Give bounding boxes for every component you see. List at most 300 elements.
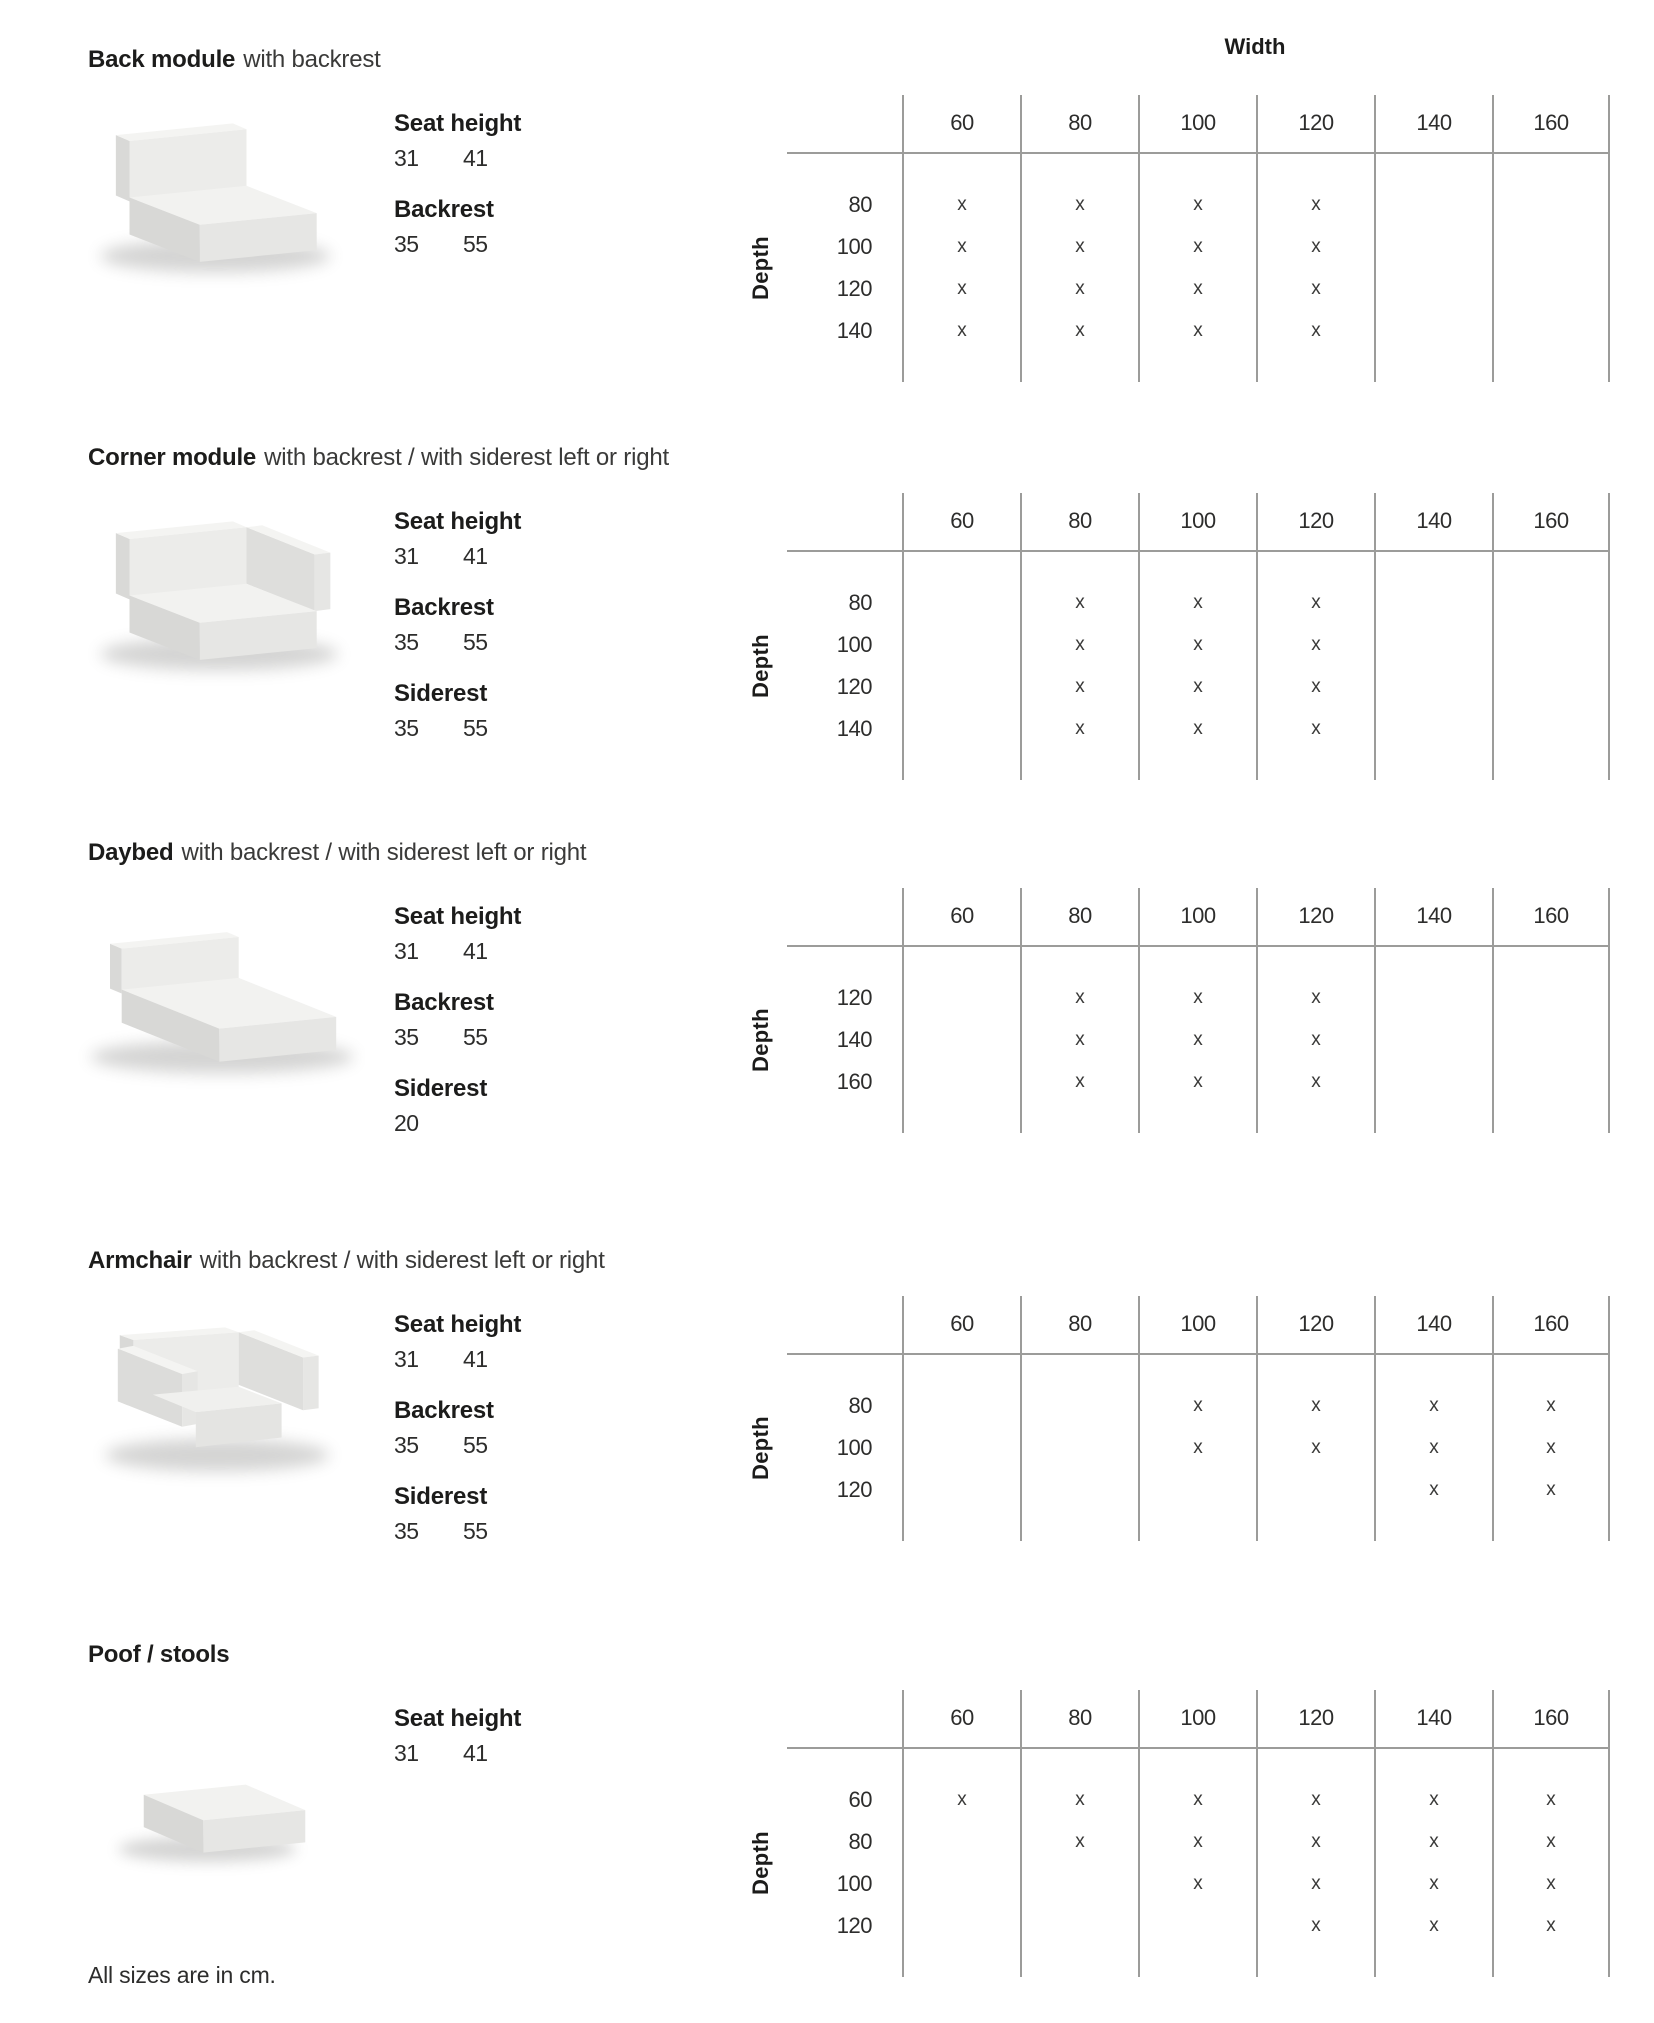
size-grid xyxy=(672,95,1610,382)
depth-value-cell: 120 xyxy=(836,674,872,699)
availability-cell: x xyxy=(1138,310,1256,352)
grid-extension xyxy=(672,1511,902,1541)
availability-cell: x xyxy=(1374,1427,1492,1469)
width-header-cell: 80 xyxy=(1020,1690,1138,1748)
spec-values xyxy=(394,1518,674,1545)
grid-spacer xyxy=(1138,1354,1256,1385)
width-header-cell: 140 xyxy=(1374,95,1492,153)
width-header-cell: 160 xyxy=(1492,1296,1610,1354)
poof-illustration xyxy=(50,1720,365,1890)
spec-value: 41 xyxy=(463,1346,488,1372)
spec-values xyxy=(394,145,674,172)
grid-extension xyxy=(1256,750,1374,780)
armchair-illustration xyxy=(50,1301,365,1496)
armchair-image xyxy=(50,1301,365,1496)
width-header-cell: 100 xyxy=(1138,888,1256,946)
width-header-cell: 160 xyxy=(1492,95,1610,153)
header-corner-cell xyxy=(672,95,902,153)
availability-cell xyxy=(1020,1385,1138,1427)
width-header-cell: 120 xyxy=(1256,95,1374,153)
spec-value: 55 xyxy=(463,715,488,741)
grid-extension xyxy=(1374,1947,1492,1977)
availability-cell: x xyxy=(1020,1821,1138,1863)
grid-spacer xyxy=(672,153,902,184)
corner-module-illustration xyxy=(50,498,365,693)
depth-value-cell: 160 xyxy=(836,1069,872,1094)
width-header-cell: 160 xyxy=(1492,888,1610,946)
grid-spacer xyxy=(1256,946,1374,977)
width-header-cell: 80 xyxy=(1020,95,1138,153)
grid-extension xyxy=(1020,1511,1138,1541)
width-header-cell: 140 xyxy=(1374,1690,1492,1748)
grid-spacer xyxy=(672,1748,902,1779)
availability-cell: x xyxy=(1492,1863,1610,1905)
section-title-suffix: with backrest xyxy=(243,46,381,73)
availability-cell xyxy=(1256,1469,1374,1511)
backrest-side-face xyxy=(116,533,130,599)
grid-extension xyxy=(902,1511,1020,1541)
availability-cell: x xyxy=(1138,268,1256,310)
availability-cell: x xyxy=(902,184,1020,226)
size-grid xyxy=(672,493,1610,780)
grid-extension xyxy=(1138,750,1256,780)
availability-cell: x xyxy=(1492,1427,1610,1469)
availability-cell: x xyxy=(1256,666,1374,708)
grid-spacer xyxy=(1256,1354,1374,1385)
spec-values xyxy=(394,1740,674,1767)
section-title-suffix: with backrest / with siderest left or right xyxy=(181,839,587,866)
size-matrix-poof-stools xyxy=(672,1690,1610,1977)
availability-cell xyxy=(902,708,1020,750)
availability-cell: x xyxy=(1492,1469,1610,1511)
availability-cell xyxy=(1492,582,1610,624)
availability-cell: x xyxy=(902,226,1020,268)
availability-cell: x xyxy=(1256,1061,1374,1103)
size-grid xyxy=(672,1690,1610,1977)
availability-cell xyxy=(902,624,1020,666)
depth-value-cell: 120 xyxy=(836,1477,872,1502)
availability-cell: x xyxy=(1138,1019,1256,1061)
spec-values xyxy=(394,543,674,570)
grid-extension xyxy=(1138,1103,1256,1133)
availability-cell xyxy=(1374,1019,1492,1061)
size-grid xyxy=(672,1296,1610,1541)
spec-values xyxy=(394,715,674,742)
availability-cell xyxy=(1138,1905,1256,1947)
availability-cell xyxy=(1374,226,1492,268)
availability-cell: x xyxy=(1256,1821,1374,1863)
grid-extension xyxy=(1256,1103,1374,1133)
grid-extension xyxy=(1256,352,1374,382)
availability-cell: x xyxy=(1138,1863,1256,1905)
availability-cell: x xyxy=(1256,624,1374,666)
section-title-daybed xyxy=(88,838,586,867)
spec-value: 35 xyxy=(394,231,419,257)
header-underline xyxy=(787,945,1610,947)
availability-cell xyxy=(902,1821,1020,1863)
depth-axis-label: Depth xyxy=(748,1831,773,1895)
availability-cell: x xyxy=(1138,666,1256,708)
availability-cell: x xyxy=(1492,1779,1610,1821)
availability-cell: x xyxy=(1256,226,1374,268)
depth-value-cell: 140 xyxy=(836,1027,872,1052)
size-grid xyxy=(672,888,1610,1133)
size-matrix-back-module xyxy=(672,95,1610,382)
width-header-cell: 160 xyxy=(1492,1690,1610,1748)
daybed-image xyxy=(50,896,365,1091)
grid-extension xyxy=(902,750,1020,780)
spec-label: Seat height xyxy=(394,903,522,930)
width-header-cell: 100 xyxy=(1138,493,1256,551)
spec-values xyxy=(394,1346,674,1373)
header-underline xyxy=(787,1747,1610,1749)
availability-cell: x xyxy=(1256,1385,1374,1427)
poof-stools-image xyxy=(50,1720,365,1890)
availability-cell: x xyxy=(1256,310,1374,352)
spec-value: 55 xyxy=(463,1432,488,1458)
availability-cell: x xyxy=(1492,1821,1610,1863)
spec-value: 55 xyxy=(463,231,488,257)
grid-spacer xyxy=(1492,946,1610,977)
availability-cell: x xyxy=(1138,1821,1256,1863)
spec-value: 55 xyxy=(463,1024,488,1050)
grid-extension xyxy=(1138,352,1256,382)
grid-spacer xyxy=(1374,153,1492,184)
grid-spacer xyxy=(902,551,1020,582)
spec-values xyxy=(394,231,674,258)
footer-note: All sizes are in cm. xyxy=(88,1962,276,1988)
grid-spacer xyxy=(1492,1354,1610,1385)
spec-value: 55 xyxy=(463,629,488,655)
availability-cell: x xyxy=(1020,582,1138,624)
grid-extension xyxy=(1020,352,1138,382)
availability-cell: x xyxy=(1020,977,1138,1019)
grid-extension xyxy=(1492,750,1610,780)
width-header-cell: 160 xyxy=(1492,493,1610,551)
availability-cell: x xyxy=(1020,184,1138,226)
grid-spacer xyxy=(1138,946,1256,977)
grid-spacer xyxy=(672,946,902,977)
spec-label: Seat height xyxy=(394,1311,522,1338)
depth-value-cell: 100 xyxy=(836,1435,872,1460)
spec-label: Seat height xyxy=(394,1705,522,1732)
availability-cell xyxy=(902,1427,1020,1469)
grid-spacer xyxy=(902,153,1020,184)
grid-extension xyxy=(1374,352,1492,382)
grid-spacer xyxy=(1020,551,1138,582)
spec-values xyxy=(394,938,674,965)
availability-cell xyxy=(1020,1905,1138,1947)
width-header-cell: 140 xyxy=(1374,888,1492,946)
availability-cell xyxy=(902,1905,1020,1947)
availability-cell xyxy=(1492,268,1610,310)
spec-values xyxy=(394,1110,674,1137)
availability-cell: x xyxy=(1256,708,1374,750)
grid-extension xyxy=(672,1103,902,1133)
availability-cell xyxy=(1492,226,1610,268)
grid-spacer xyxy=(1492,153,1610,184)
availability-cell xyxy=(1374,977,1492,1019)
section-title-bold: Daybed xyxy=(88,839,174,866)
width-header-cell: 60 xyxy=(902,1296,1020,1354)
grid-spacer xyxy=(902,1748,1020,1779)
width-header-cell: 80 xyxy=(1020,493,1138,551)
width-header-cell: 100 xyxy=(1138,1296,1256,1354)
availability-cell xyxy=(1492,624,1610,666)
spec-value: 31 xyxy=(394,543,419,569)
availability-cell: x xyxy=(902,268,1020,310)
availability-cell: x xyxy=(1020,624,1138,666)
depth-value-cell: 60 xyxy=(848,1787,872,1812)
availability-cell: x xyxy=(1256,582,1374,624)
availability-cell xyxy=(1020,1427,1138,1469)
availability-cell: x xyxy=(1374,1469,1492,1511)
availability-cell xyxy=(1374,666,1492,708)
availability-cell: x xyxy=(1374,1905,1492,1947)
availability-cell xyxy=(1374,624,1492,666)
availability-cell: x xyxy=(1256,1863,1374,1905)
grid-extension xyxy=(1138,1511,1256,1541)
depth-axis-label: Depth xyxy=(748,236,773,300)
section-title-armchair xyxy=(88,1246,605,1275)
availability-cell xyxy=(1374,1061,1492,1103)
width-header-cell: 100 xyxy=(1138,1690,1256,1748)
grid-spacer xyxy=(1492,551,1610,582)
grid-spacer xyxy=(1374,946,1492,977)
availability-cell: x xyxy=(1256,1427,1374,1469)
availability-cell xyxy=(1374,708,1492,750)
specs-back-module xyxy=(394,110,674,282)
spec-label: Siderest xyxy=(394,1075,488,1102)
availability-cell xyxy=(902,1385,1020,1427)
availability-cell xyxy=(1020,1863,1138,1905)
availability-cell: x xyxy=(1374,1863,1492,1905)
width-header-cell: 100 xyxy=(1138,95,1256,153)
width-header-cell: 120 xyxy=(1256,493,1374,551)
spec-value: 35 xyxy=(394,715,419,741)
availability-cell: x xyxy=(1256,1905,1374,1947)
depth-axis-label: Depth xyxy=(748,1416,773,1480)
grid-spacer xyxy=(902,1354,1020,1385)
grid-extension xyxy=(1492,1103,1610,1133)
availability-cell: x xyxy=(1492,1905,1610,1947)
availability-cell: x xyxy=(1020,226,1138,268)
availability-cell xyxy=(1492,666,1610,708)
availability-cell: x xyxy=(1138,624,1256,666)
section-title-back-module xyxy=(88,45,381,74)
depth-value-cell: 80 xyxy=(848,590,872,615)
grid-extension xyxy=(902,352,1020,382)
availability-cell: x xyxy=(1138,1779,1256,1821)
spec-label: Siderest xyxy=(394,680,488,707)
availability-cell: x xyxy=(1138,1061,1256,1103)
grid-extension xyxy=(1492,352,1610,382)
depth-value-cell: 140 xyxy=(836,716,872,741)
width-header-cell: 120 xyxy=(1256,1296,1374,1354)
grid-extension xyxy=(1020,1103,1138,1133)
grid-spacer xyxy=(1138,551,1256,582)
spec-values xyxy=(394,1432,674,1459)
depth-value-cell: 80 xyxy=(848,1393,872,1418)
availability-cell: x xyxy=(1020,1779,1138,1821)
width-header-cell: 60 xyxy=(902,493,1020,551)
availability-cell: x xyxy=(1020,1019,1138,1061)
section-title-bold: Poof / stools xyxy=(88,1641,230,1668)
availability-cell xyxy=(1492,708,1610,750)
depth-axis-label: Depth xyxy=(748,1008,773,1072)
depth-value-cell: 80 xyxy=(848,1829,872,1854)
grid-spacer xyxy=(1256,153,1374,184)
header-corner-cell xyxy=(672,493,902,551)
header-corner-cell xyxy=(672,1296,902,1354)
daybed-illustration xyxy=(50,896,365,1091)
availability-cell xyxy=(1492,977,1610,1019)
header-underline xyxy=(787,1353,1610,1355)
spec-label: Siderest xyxy=(394,1483,488,1510)
spec-value: 35 xyxy=(394,1432,419,1458)
width-header-cell: 140 xyxy=(1374,1296,1492,1354)
availability-cell xyxy=(1138,1469,1256,1511)
availability-cell: x xyxy=(1374,1385,1492,1427)
grid-spacer xyxy=(672,551,902,582)
header-underline xyxy=(787,550,1610,552)
availability-cell: x xyxy=(1256,1779,1374,1821)
availability-cell: x xyxy=(1374,1779,1492,1821)
availability-cell xyxy=(902,977,1020,1019)
spec-value: 35 xyxy=(394,1518,419,1544)
spec-value: 35 xyxy=(394,629,419,655)
availability-cell xyxy=(902,1469,1020,1511)
header-corner-cell xyxy=(672,1690,902,1748)
section-title-corner-module xyxy=(88,443,669,472)
availability-cell: x xyxy=(1492,1385,1610,1427)
grid-extension xyxy=(672,1947,902,1977)
spec-value: 31 xyxy=(394,938,419,964)
availability-cell xyxy=(1374,582,1492,624)
grid-spacer xyxy=(1020,946,1138,977)
availability-cell: x xyxy=(1020,666,1138,708)
grid-spacer xyxy=(1374,551,1492,582)
availability-cell xyxy=(902,1863,1020,1905)
specs-poof-stools xyxy=(394,1705,674,1791)
availability-cell: x xyxy=(902,1779,1020,1821)
grid-extension xyxy=(1492,1511,1610,1541)
grid-spacer xyxy=(1374,1354,1492,1385)
availability-cell xyxy=(902,582,1020,624)
back-module-image xyxy=(50,100,365,295)
grid-extension xyxy=(902,1103,1020,1133)
depth-value-cell: 140 xyxy=(836,318,872,343)
availability-cell: x xyxy=(1020,1061,1138,1103)
width-header-cell: 60 xyxy=(902,1690,1020,1748)
depth-value-cell: 120 xyxy=(836,1913,872,1938)
availability-cell: x xyxy=(1138,977,1256,1019)
siderest-outer-face xyxy=(315,553,331,612)
spec-label: Backrest xyxy=(394,989,494,1016)
spec-values xyxy=(394,629,674,656)
availability-cell xyxy=(1374,310,1492,352)
grid-extension xyxy=(1374,750,1492,780)
grid-spacer xyxy=(902,946,1020,977)
spec-value: 31 xyxy=(394,1740,419,1766)
grid-spacer xyxy=(1020,153,1138,184)
grid-spacer xyxy=(1492,1748,1610,1779)
grid-extension xyxy=(1492,1947,1610,1977)
grid-extension xyxy=(1256,1947,1374,1977)
specs-corner-module xyxy=(394,508,674,766)
grid-extension xyxy=(1020,1947,1138,1977)
availability-cell: x xyxy=(1138,1385,1256,1427)
grid-extension xyxy=(902,1947,1020,1977)
depth-value-cell: 120 xyxy=(836,985,872,1010)
width-header-cell: 80 xyxy=(1020,1296,1138,1354)
section-title-bold: Corner module xyxy=(88,444,257,471)
availability-cell: x xyxy=(1138,226,1256,268)
availability-cell: x xyxy=(1256,1019,1374,1061)
availability-cell xyxy=(1020,1469,1138,1511)
spec-label: Backrest xyxy=(394,1397,494,1424)
spec-value: 41 xyxy=(463,145,488,171)
availability-cell: x xyxy=(902,310,1020,352)
availability-cell xyxy=(902,666,1020,708)
back-module-illustration xyxy=(50,100,365,295)
grid-extension xyxy=(672,352,902,382)
spec-label: Seat height xyxy=(394,110,522,137)
grid-extension xyxy=(1374,1103,1492,1133)
depth-value-cell: 80 xyxy=(848,192,872,217)
width-header-cell: 60 xyxy=(902,888,1020,946)
width-header-cell: 60 xyxy=(902,95,1020,153)
availability-cell: x xyxy=(1374,1821,1492,1863)
spec-value: 55 xyxy=(463,1518,488,1544)
grid-extension xyxy=(1138,1947,1256,1977)
availability-cell xyxy=(1374,268,1492,310)
width-header-cell: 80 xyxy=(1020,888,1138,946)
width-header-cell: 140 xyxy=(1374,493,1492,551)
size-matrix-daybed xyxy=(672,888,1610,1133)
section-title-poof-stools xyxy=(88,1640,237,1669)
spec-value: 41 xyxy=(463,543,488,569)
spec-values xyxy=(394,1024,674,1051)
depth-value-cell: 100 xyxy=(836,1871,872,1896)
availability-cell: x xyxy=(1138,582,1256,624)
grid-spacer xyxy=(1374,1748,1492,1779)
availability-cell: x xyxy=(1256,268,1374,310)
width-header-cell: 120 xyxy=(1256,1690,1374,1748)
section-title-suffix: with backrest / with siderest left or right xyxy=(199,1247,605,1274)
spec-label: Seat height xyxy=(394,508,522,535)
grid-spacer xyxy=(672,1354,902,1385)
availability-cell xyxy=(1492,1061,1610,1103)
availability-cell: x xyxy=(1256,977,1374,1019)
header-corner-cell xyxy=(672,888,902,946)
spec-label: Backrest xyxy=(394,594,494,621)
backrest-side-face xyxy=(110,944,122,994)
availability-cell: x xyxy=(1138,184,1256,226)
grid-extension xyxy=(1256,1511,1374,1541)
availability-cell: x xyxy=(1256,184,1374,226)
depth-value-cell: 100 xyxy=(836,632,872,657)
availability-cell xyxy=(902,1061,1020,1103)
availability-cell: x xyxy=(1138,708,1256,750)
availability-cell xyxy=(1492,1019,1610,1061)
backrest-side-face xyxy=(116,135,130,201)
grid-spacer xyxy=(1256,1748,1374,1779)
depth-value-cell: 120 xyxy=(836,276,872,301)
right-arm-outer-face xyxy=(303,1356,319,1411)
spec-label: Backrest xyxy=(394,196,494,223)
availability-cell xyxy=(1492,310,1610,352)
